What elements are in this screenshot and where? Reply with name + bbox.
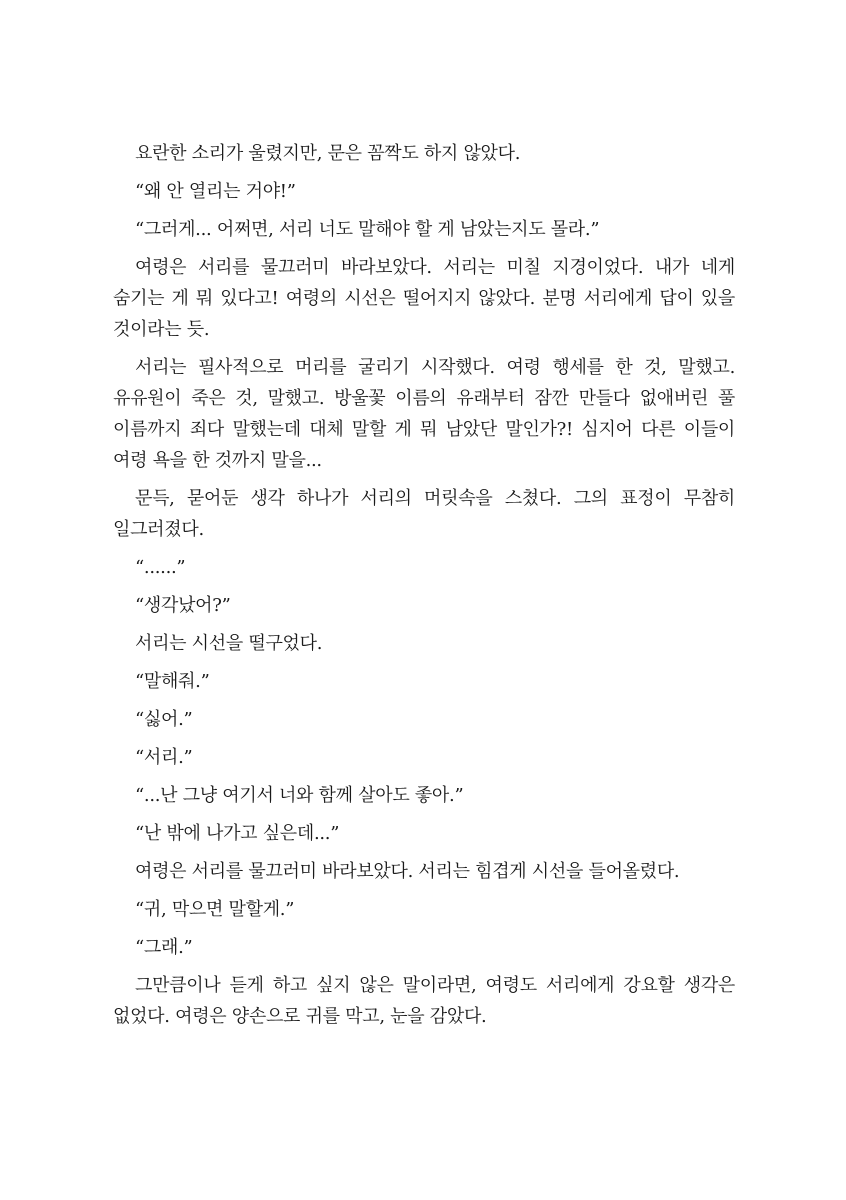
paragraph: 여령은 서리를 물끄러미 바라보았다. 서리는 미칠 지경이었다. 내가 네게 숨기는 게 뭐 있다고! 여령의 시선은 떨어지지 않았다. 분명 서리에게 답이 있을 것이라는 듯.: [113, 257, 735, 340]
paragraph: 서리는 시선을 떨구었다.: [135, 633, 323, 654]
paragraph: 요란한 소리가 울렸지만, 문은 꼼짝도 하지 않았다.: [135, 143, 521, 164]
paragraph: “난 밖에 나가고 싶은데...”: [135, 823, 340, 844]
paragraph: “그래.”: [135, 937, 193, 958]
paragraph: “...난 그냥 여기서 너와 함께 살아도 좋아.”: [135, 785, 464, 806]
paragraph: “......”: [135, 557, 186, 578]
paragraph: “귀, 막으면 말할게.”: [135, 899, 295, 920]
paragraph: 그만큼이나 듣게 하고 싶지 않은 말이라면, 여령도 서리에게 강요할 생각은 없었다. 여령은 양손으로 귀를 막고, 눈을 감았다.: [113, 975, 735, 1027]
paragraph: 여령은 서리를 물끄러미 바라보았다. 서리는 힘겹게 시선을 들어올렸다.: [135, 861, 680, 882]
paragraph: “싫어.”: [135, 709, 193, 730]
paragraph: “왜 안 열리는 거야!”: [135, 181, 296, 202]
paragraph: “생각났어?”: [135, 595, 231, 616]
paragraph: 문득, 묻어둔 생각 하나가 서리의 머릿속을 스쳤다. 그의 표정이 무참히 일그러졌다.: [113, 488, 735, 540]
paragraph: “말해줘.”: [135, 671, 210, 692]
paragraph: “서리.”: [135, 747, 193, 768]
paragraph: “그러게... 어쩌면, 서리 너도 말해야 할 게 남았는지도 몰라.”: [135, 219, 600, 240]
document-page: [113, 138, 735, 1039]
paragraph: 서리는 필사적으로 머리를 굴리기 시작했다. 여령 행세를 한 것, 말했고. 유유원이 죽은 것, 말했고. 방울꽃 이름의 유래부터 잠깐 만들다 없애버린 풀 이름까지 죄다 말했는데 대체 말할 게 뭐 남았단 말인가?! 심지어 다른 이들이 여령 욕을 한 것까지 말을...: [113, 357, 735, 471]
